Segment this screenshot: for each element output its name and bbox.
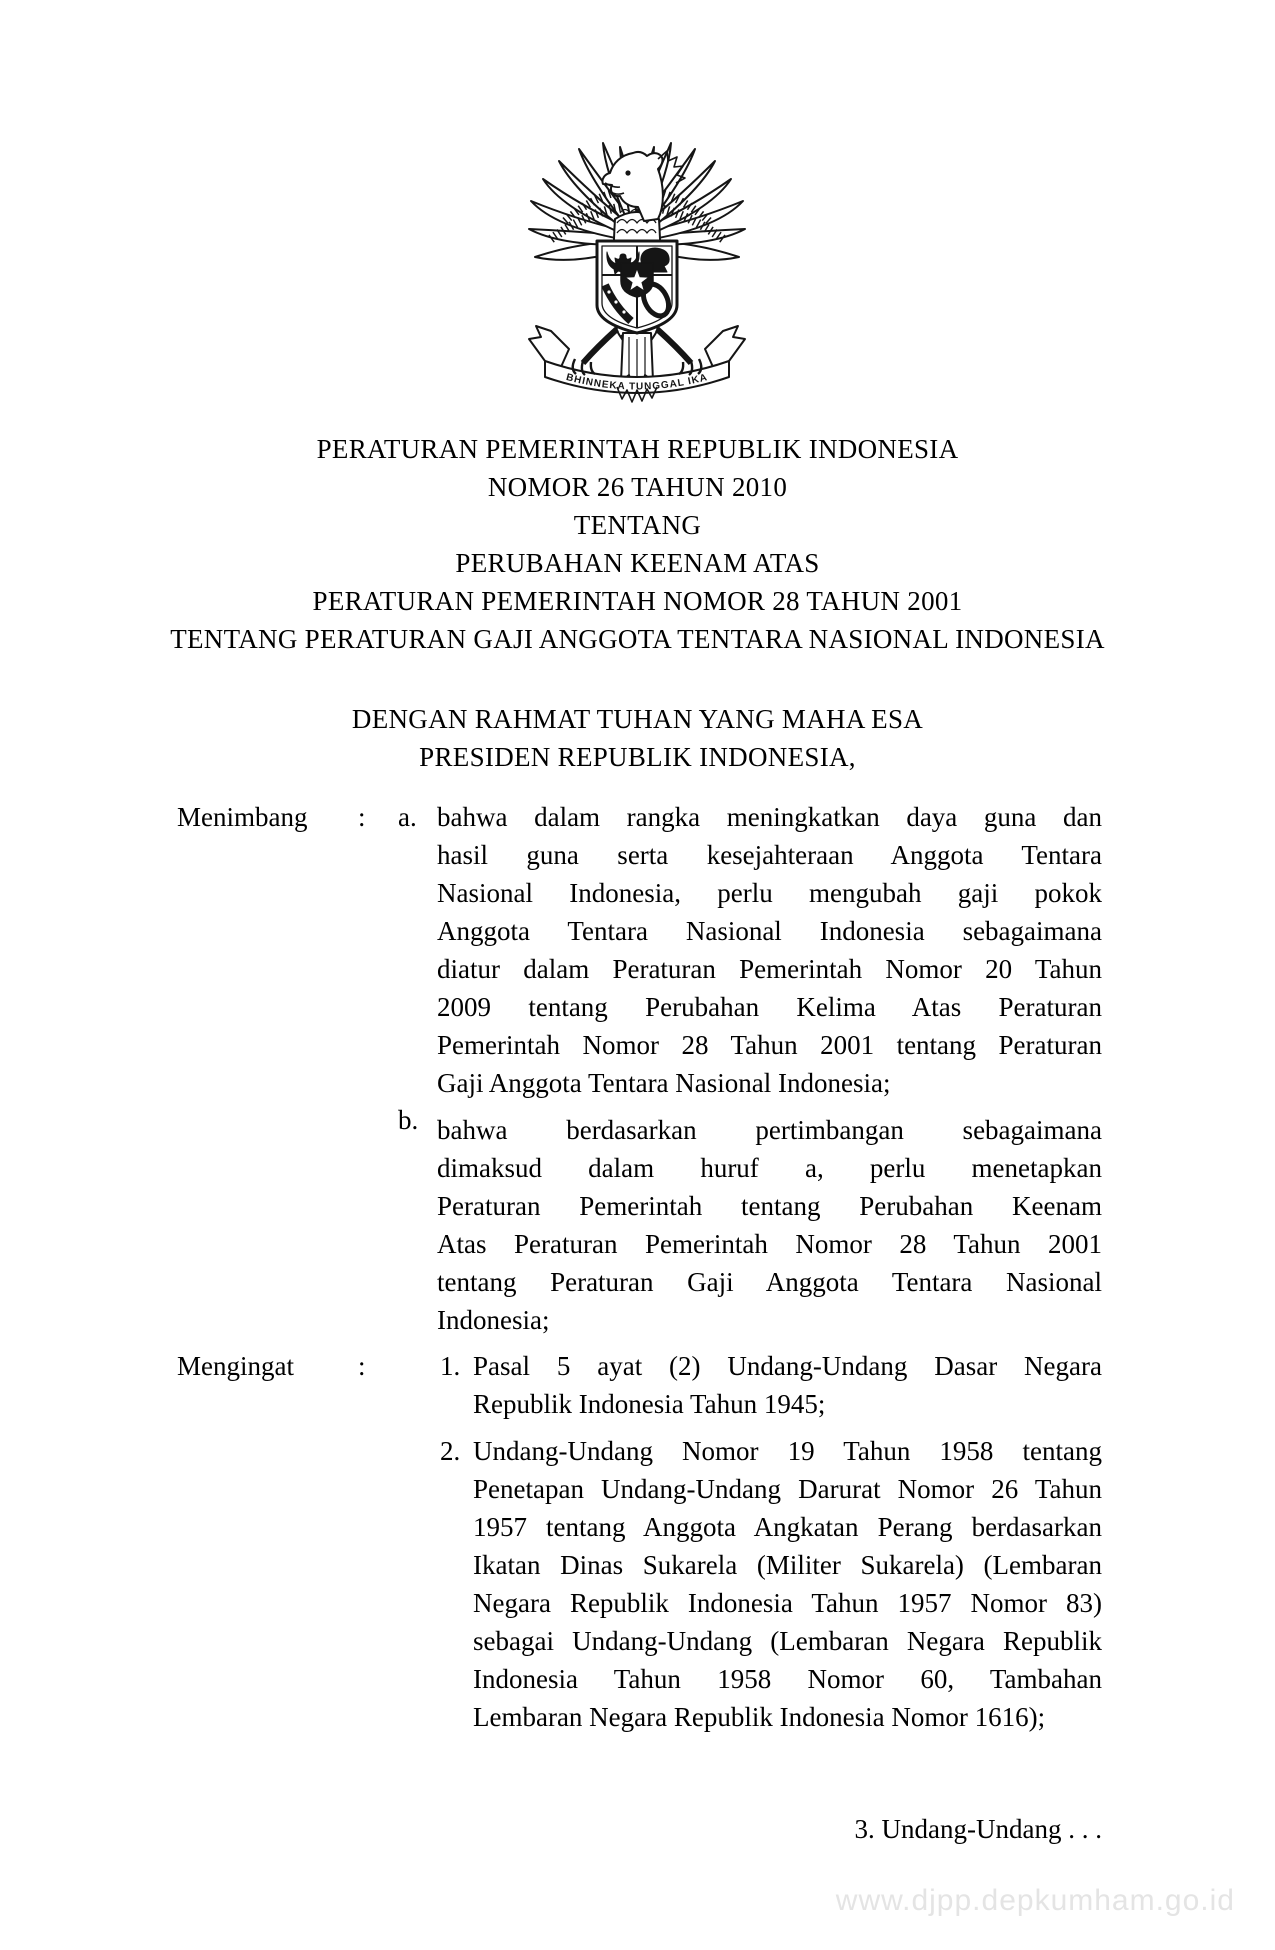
mengingat-colon: : xyxy=(358,1351,366,1381)
emblem-motto: BHINNEKA TUNGGAL IKA xyxy=(564,372,710,393)
item-marker: b. xyxy=(398,1105,419,1135)
text-line: bahwa dalam rangka meningkatkan daya guna dan xyxy=(437,802,1102,832)
text-line: Pasal 5 ayat (2) Undang-Undang Dasar Negara xyxy=(473,1351,1102,1381)
footer-catchword: 3. Undang-Undang . . . xyxy=(854,1814,1102,1844)
text-line: 2009 tentang Perubahan Kelima Atas Peraturan xyxy=(437,992,1102,1022)
text-line: Gaji Anggota Tentara Nasional Indonesia; xyxy=(437,1068,891,1098)
title-line: TENTANG xyxy=(573,510,702,540)
menimbang-item-b xyxy=(437,1111,1102,1339)
menimbang-item-a xyxy=(437,798,1102,1102)
text-line: Indonesia Tahun 1958 Nomor 60, Tambahan xyxy=(473,1664,1102,1694)
text-line: Lembaran Negara Republik Indonesia Nomor 1616); xyxy=(473,1702,1046,1732)
text-line: Ikatan Dinas Sukarela (Militer Sukarela) (Lembaran xyxy=(473,1550,1102,1580)
text-line: bahwa berdasarkan pertimbangan sebagaimana xyxy=(437,1115,1102,1145)
text-line: Indonesia; xyxy=(437,1305,550,1335)
text-line: sebagai Undang-Undang (Lembaran Negara Republik xyxy=(473,1626,1102,1656)
text-line: Negara Republik Indonesia Tahun 1957 Nomor 83) xyxy=(473,1588,1102,1618)
text-line: diatur dalam Peraturan Pemerintah Nomor 20 Tahun xyxy=(437,954,1102,984)
text-line: Penetapan Undang-Undang Darurat Nomor 26 Tahun xyxy=(473,1474,1102,1504)
preamble-line: PRESIDEN REPUBLIK INDONESIA, xyxy=(419,742,856,772)
title-line: NOMOR 26 TAHUN 2010 xyxy=(487,472,788,502)
mengingat-item-2 xyxy=(473,1432,1102,1736)
text-line: Atas Peraturan Pemerintah Nomor 28 Tahun 2001 xyxy=(437,1229,1102,1259)
text-line: hasil guna serta kesejahteraan Anggota Tentara xyxy=(437,840,1102,870)
item-marker: 2. xyxy=(440,1436,461,1466)
title-block xyxy=(0,430,1275,658)
preamble-line: DENGAN RAHMAT TUHAN YANG MAHA ESA xyxy=(351,704,924,734)
item-marker: a. xyxy=(398,802,417,832)
menimbang-colon: : xyxy=(358,802,366,832)
title-line: PERATURAN PEMERINTAH NOMOR 28 TAHUN 2001 xyxy=(312,586,963,616)
text-line: Republik Indonesia Tahun 1945; xyxy=(473,1389,826,1419)
title-line: PERUBAHAN KEENAM ATAS xyxy=(455,548,820,578)
text-line: dimaksud dalam huruf a, perlu menetapkan xyxy=(437,1153,1102,1183)
text-line: Undang-Undang Nomor 19 Tahun 1958 tentang xyxy=(473,1436,1102,1466)
text-line: Pemerintah Nomor 28 Tahun 2001 tentang Peraturan xyxy=(437,1030,1102,1060)
text-line: Peraturan Pemerintah tentang Perubahan Keenam xyxy=(437,1191,1102,1221)
text-line: Nasional Indonesia, perlu mengubah gaji pokok xyxy=(437,878,1102,908)
text-line: 1957 tentang Anggota Angkatan Perang berdasarkan xyxy=(473,1512,1102,1542)
text-line: tentang Peraturan Gaji Anggota Tentara Nasional xyxy=(437,1267,1102,1297)
mengingat-label: Mengingat xyxy=(177,1351,294,1381)
garuda-pancasila-emblem xyxy=(517,134,757,406)
title-line: PERATURAN PEMERINTAH REPUBLIK INDONESIA xyxy=(316,434,959,464)
item-marker: 1. xyxy=(440,1351,461,1381)
watermark-url: www.djpp.depkumham.go.id xyxy=(835,1884,1235,1917)
title-line: TENTANG PERATURAN GAJI ANGGOTA TENTARA NASIONAL INDONESIA xyxy=(170,624,1105,654)
mengingat-item-1 xyxy=(473,1347,1102,1423)
preamble-block xyxy=(0,700,1275,776)
text-line: Anggota Tentara Nasional Indonesia sebagaimana xyxy=(437,916,1102,946)
menimbang-label: Menimbang xyxy=(177,802,308,832)
